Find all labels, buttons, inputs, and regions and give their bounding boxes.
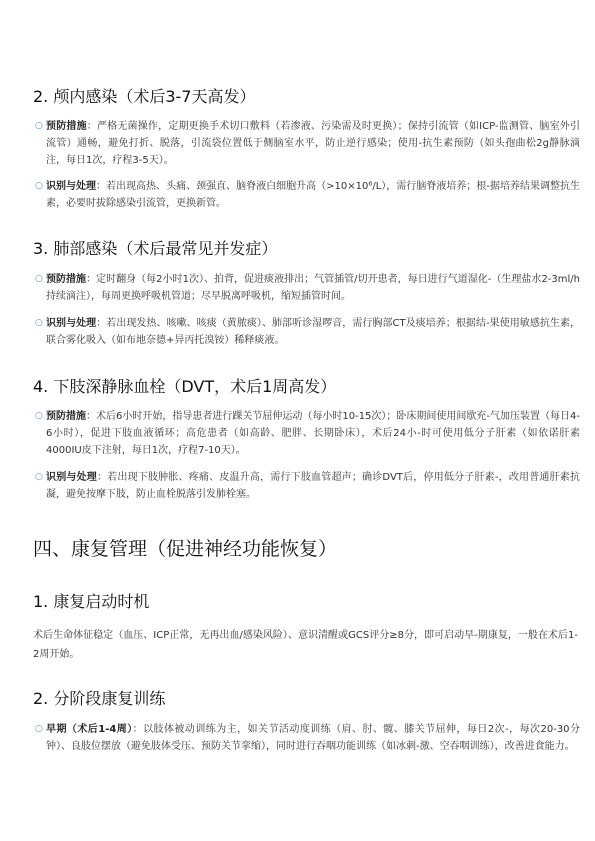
item-text: ：术后6小时开始，指导患者进行踝关节屈伸运动（每小时10-15次）；卧床期间使用间歇充-气加压装置（每日4-6小时），促进下肢血液循环；高危患者（如高龄、肥胖、长期卧床），术后24小-时可使用低分子肝素（如依诺肝素4000IU皮下注射，每日1次，疗程7-10天）。	[46, 411, 580, 456]
item-text: ：若出现下肢肿胀、疼痛、皮温升高，需行下肢血管超声；确诊DVT后，停用低分子肝素-，改用普通肝素抗凝，避免按摩下肢，防止血栓脱落引发肺栓塞。	[46, 472, 581, 500]
item-label: 识别与处理	[46, 181, 97, 192]
section-heading-staged-training: 2. 分阶段康复训练	[33, 689, 166, 708]
item-text: ：定时翻身（每2小时1次）、拍背，促进痰液排出；气管插管/切开患者，每日进行气道湿化-（生理盐水2-3ml/h持续滴注），每周更换呼吸机管道；尽早脱离呼吸机，缩短插管时间。	[46, 274, 581, 302]
list-item	[35, 118, 580, 169]
bullet-icon: ○	[35, 181, 43, 191]
list-item	[35, 271, 580, 305]
item-text: ：严格无菌操作，定期更换手术切口敷料（若渗液、污染需及时更换）；保持引流管（如ICP-监测管、脑室外引流管）通畅，避免打折、脱落，引流袋位置低于侧脑室水平，防止逆行感染；使用-抗生素预防（如头孢曲松2g静脉滴注，每日1次，疗程3-5天）。	[46, 121, 580, 166]
list-item	[35, 178, 580, 212]
section-heading-intracranial-infection: 2. 颅内感染（术后3-7天高发）	[33, 87, 256, 106]
item-text: ：若出现发热、咳嗽、咳痰（黄脓痰）、肺部听诊湿啰音，需行胸部CT及痰培养；根据结-果使用敏感抗生素，联合雾化吸入（如布地奈德+异丙托溴铵）稀释痰液。	[46, 318, 580, 346]
bullet-icon: ○	[35, 724, 43, 734]
section-heading-pulmonary-infection: 3. 肺部感染（术后最常见并发症）	[33, 239, 278, 258]
list-item	[35, 469, 580, 503]
bullet-icon: ○	[35, 411, 43, 421]
item-label: 早期（术后1-4周）	[46, 724, 133, 735]
bullet-icon: ○	[35, 472, 43, 482]
item-label: 预防措施	[46, 411, 86, 422]
item-label: 预防措施	[46, 274, 87, 285]
bullet-icon: ○	[35, 274, 43, 284]
item-text: ：若出现高热、头痛、颈强直、脑脊液白细胞升高（>10×10⁶/L），需行脑脊液培养；根-据培养结果调整抗生素，必要时拔除感染引流管，更换新管。	[46, 181, 581, 209]
item-label: 识别与处理	[46, 318, 97, 329]
bullet-icon: ○	[35, 318, 43, 328]
section-heading-rehab-timing: 1. 康复启动时机	[33, 592, 150, 611]
item-text: ：以肢体被动训练为主，如关节活动度训练（肩、肘、髋、膝关节屈伸，每日2次-，每次20-30分钟）、良肢位摆放（避免肢体受压、预防关节挛缩），同时进行吞咽功能训练（如冰刺-激、空吞咽训练），改善进食能力。	[46, 724, 580, 752]
item-label: 识别与处理	[46, 472, 97, 483]
list-item	[35, 408, 580, 459]
section-heading-dvt: 4. 下肢深静脉血栓（DVT，术后1周高发）	[33, 377, 337, 396]
part-heading-rehabilitation: 四、康复管理（促进神经功能恢复）	[33, 538, 338, 560]
item-label: 预防措施	[46, 121, 87, 132]
list-item	[35, 721, 580, 755]
bullet-icon: ○	[35, 121, 43, 131]
paragraph-rehab-timing: 术后生命体征稳定（血压、ICP正常，无再出血/感染风险）、意识清醒或GCS评分≥8分，即可启动早-期康复，一般在术后1-2周开始。	[33, 630, 578, 660]
list-item	[35, 315, 580, 349]
